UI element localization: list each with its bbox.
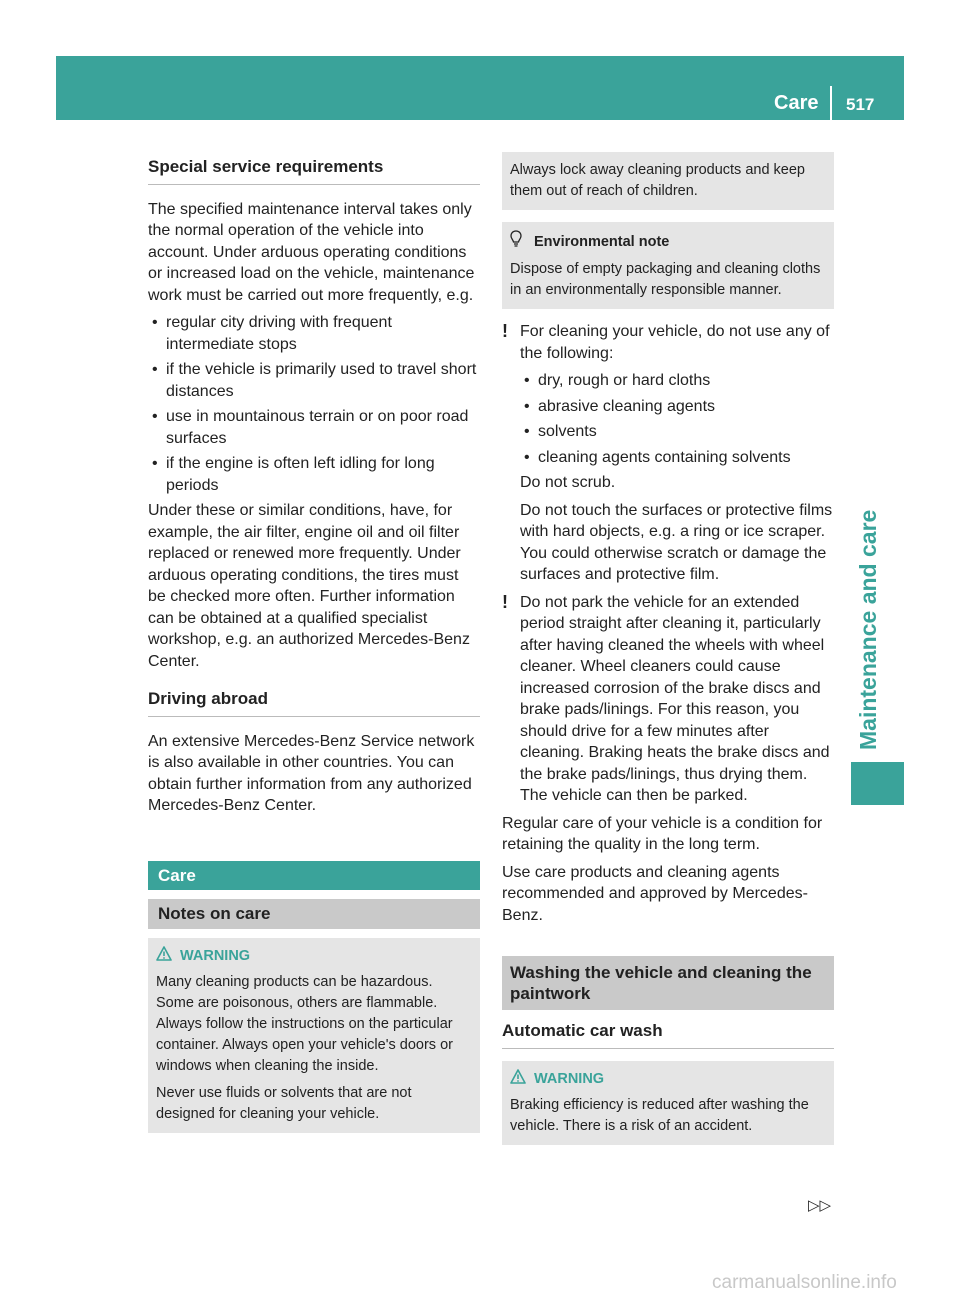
page-number: 517 — [846, 95, 875, 114]
list-item: • dry, rough or hard cloths — [520, 370, 834, 392]
list-item: • use in mountainous terrain or on poor road surfaces — [148, 406, 480, 449]
warning-box — [502, 1061, 834, 1145]
warning-text: Many cleaning products can be hazardous. Some are poisonous, others are flammable. Always follow the instructions on the particular container. Always open your vehicle's doors or windows when cleaning the inside. — [156, 973, 453, 1074]
chapter-tab — [851, 500, 904, 750]
list-item: • if the engine is often left idling for long periods — [148, 453, 480, 496]
special-service-body: Under these or similar conditions, have, for example, the air filter, engine oil and oil filter replaced or renewed more frequently. Under arduous operating conditions, the tires must be checked more often. Further information can be obtained at a qualified specialist workshop, e.g. an authorized Mercedes-Benz Center. — [148, 502, 470, 670]
environmental-note-box — [502, 222, 834, 309]
notes-on-care-band: Notes on care — [148, 899, 480, 929]
lock-away-box — [502, 152, 834, 210]
warning-header — [156, 946, 472, 968]
lock-away-text: Always lock away cleaning products and keep them out of reach of children. — [510, 162, 805, 199]
list-item: • cleaning agents containing solvents — [520, 447, 834, 469]
warning-box — [148, 938, 480, 1133]
notice-intro: For cleaning your vehicle, do not use any of the following: — [520, 323, 830, 362]
special-service-intro: The specified maintenance interval takes only the normal operation of the vehicle into account. Under arduous operating conditions or increased load on the vehicle, maintenance work must be carried out more frequently, e.g. — [148, 200, 475, 304]
care-section-band: Care — [148, 861, 480, 891]
exclamation-icon: ! — [502, 321, 508, 341]
care-products-text: Use care products and cleaning agents recommended and approved by Mercedes-Benz. — [502, 863, 808, 924]
special-service-heading: Special service requirements — [148, 156, 480, 185]
driving-abroad-body: An extensive Mercedes-Benz Service network is also available in other countries. You can obtain further information from any authorized Mercedes-Benz Center. — [148, 732, 475, 814]
washing-section-band: Washing the vehicle and cleaning the paintwork — [502, 956, 834, 1010]
driving-abroad-heading: Driving abroad — [148, 688, 480, 717]
warning-triangle-icon — [510, 1069, 526, 1091]
warning-header — [510, 1069, 826, 1091]
list-item: • regular city driving with frequent intermediate stops — [148, 312, 480, 355]
notice-text: Do not park the vehicle for an extended period straight after cleaning it, particularly after having cleaned the wheels with wheel cleaner. Wheel cleaners could cause increased corrosion of the brake discs and brake pads/linings. For this reason, you should drive for a few minutes after cleaning. Braking heats the brake discs and the brake pads/linings, thus drying them. The vehicle can then be parked. — [520, 593, 830, 804]
notice-block — [502, 592, 834, 807]
section-title: Care — [774, 92, 819, 114]
notice-text: Do not touch the surfaces or protective films with hard objects, e.g. a ring or ice scraper. You could otherwise scratch or damage the surfaces and protective film. — [520, 501, 833, 583]
automatic-car-wash-heading: Automatic car wash — [502, 1020, 834, 1049]
header-divider — [830, 86, 832, 120]
list-item: • if the vehicle is primarily used to travel short distances — [148, 359, 480, 402]
warning-triangle-icon — [156, 946, 172, 968]
warning-label: WARNING — [534, 1071, 605, 1087]
warning-text: Never use fluids or solvents that are not designed for cleaning your vehicle. — [156, 1084, 412, 1122]
exclamation-icon: ! — [502, 591, 508, 612]
continued-icon: ▷▷ — [808, 1197, 832, 1214]
warning-label: WARNING — [180, 948, 251, 964]
list-item: • solvents — [520, 421, 834, 443]
environmental-note-text: Dispose of empty packaging and cleaning cloths in an environmentally responsible manner. — [510, 261, 821, 298]
regular-care-text: Regular care of your vehicle is a condition for retaining the quality in the long term. — [502, 814, 823, 853]
warning-text: Braking efficiency is reduced after washing the vehicle. There is a risk of an accident. — [510, 1096, 809, 1134]
special-service-list — [148, 312, 480, 496]
left-column — [148, 156, 480, 1145]
environmental-note-header — [510, 230, 826, 255]
notice-block — [502, 321, 834, 586]
chapter-tab-label: Maintenance and care — [855, 509, 881, 750]
watermark: carmanualsonline.info — [712, 1272, 897, 1293]
chapter-tab-marker — [851, 762, 904, 805]
notice-text: Do not scrub. — [520, 474, 616, 491]
lightbulb-icon — [510, 230, 522, 255]
right-column — [502, 152, 834, 1157]
list-item: • abrasive cleaning agents — [520, 396, 834, 418]
environmental-note-label: Environmental note — [534, 234, 670, 250]
notice-list — [520, 370, 834, 468]
